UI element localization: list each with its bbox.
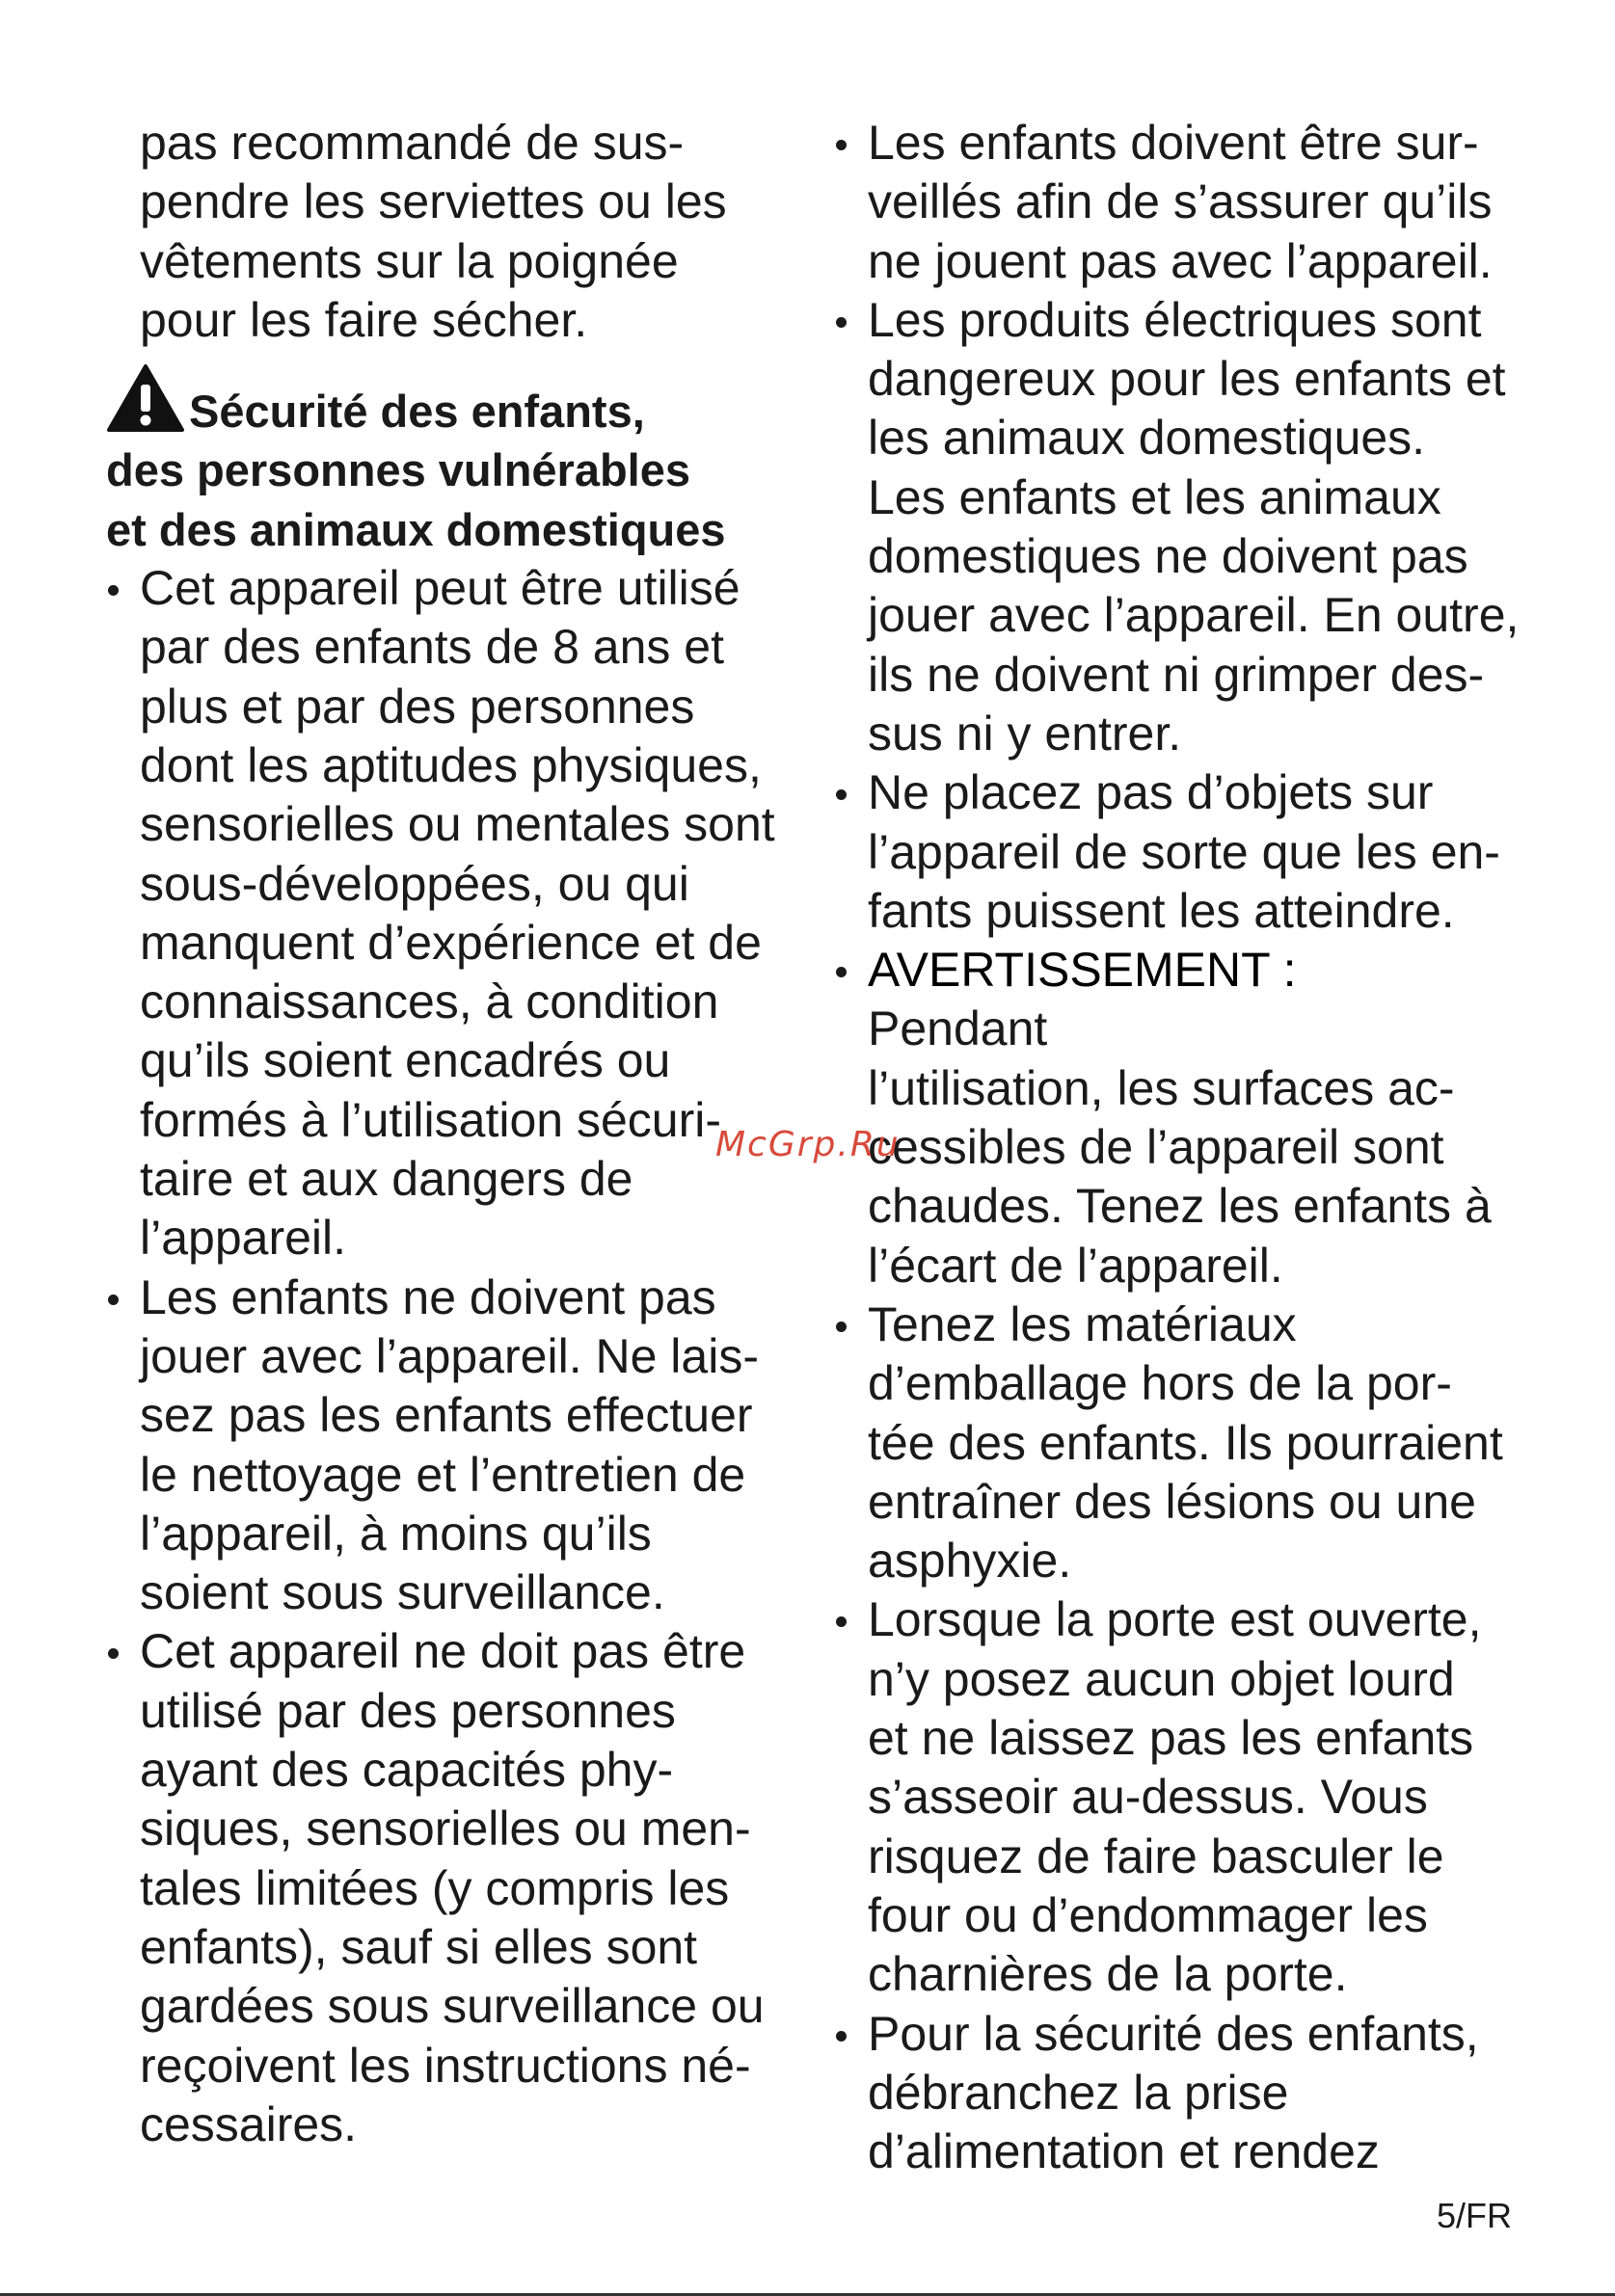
list-item: Les enfants ne doivent pas jouer avec l’appareil. Ne lais- sez pas les enfants effectuer le nettoyage et l’entretien de l’appareil, à moins qu’ils soient sous surveillance.: [106, 1268, 781, 1623]
right-column: [834, 114, 1528, 2181]
list-item: Les enfants doivent être sur- veillés afin de s’assurer qu’ils ne jouent pas avec l’appareil.: [834, 114, 1528, 291]
warning-label: AVERTISSEMENT :: [868, 943, 1297, 998]
heading-text: Sécurité des enfants,: [189, 386, 645, 438]
heading-line-1: [106, 363, 781, 441]
warning-triangle-icon: [106, 363, 185, 433]
warning-line: AVERTISSEMENT : Pendant: [868, 941, 1528, 1059]
page-number: 5/FR: [1436, 2196, 1512, 2235]
text-line: vêtements sur la poignée: [140, 233, 679, 288]
intro-paragraph: [106, 114, 781, 350]
heading-line-2: des personnes vulnérables: [106, 444, 691, 496]
text-line: pas recommandé de sus-: [140, 116, 685, 170]
text-line: pour les faire sécher.: [140, 292, 588, 347]
left-bullet-list: [106, 559, 781, 2154]
list-item: Les produits électriques sont dangereux pour les enfants et les animaux domestiques. Les enfants et les animaux domestiques ne doivent pas jouer avec l’appareil. En outre, ils ne doivent ni grimper des- sus ni y entrer.: [834, 291, 1528, 763]
list-item: Pour la sécurité des enfants, débranchez la prise d’alimentation et rendez: [834, 2005, 1528, 2182]
list-item: Lorsque la porte est ouverte, n’y posez aucun objet lourd et ne laissez pas les enfants s’asseoir au-dessus. Vous risquez de faire basculer le four ou d’endommager les charnières de la porte.: [834, 1590, 1528, 2004]
list-item: Cet appareil ne doit pas être utilisé par des personnes ayant des capacités phy- siques, sensorielles ou men- tales limitées (y compris les enfants), sauf si elles sont gardées sous surveillance ou reçoivent les instructions né- cessaires.: [106, 1622, 781, 2154]
heading-line-3: et des animaux domestiques: [106, 503, 726, 555]
list-item: Cet appareil peut être utilisé par des enfants de 8 ans et plus et par des personnes dont les aptitudes physiques, sensorielles ou mentales sont sous-développées, ou qui manquent d’expérience et de connaissances, à condition qu’ils soient encadrés ou formés à l’utilisation sécuri- taire et aux dangers de l’appareil.: [106, 559, 781, 1268]
list-item: Tenez les matériaux d’emballage hors de la por- tée des enfants. Ils pourraient entraîner des lésions ou une asphyxie.: [834, 1295, 1528, 1590]
left-column: [106, 114, 781, 2154]
list-item: Ne placez pas d’objets sur l’appareil de sorte que les en- fants puissent les atteindre.: [834, 763, 1528, 941]
warning-list-item: AVERTISSEMENT : Pendant l’utilisation, les surfaces ac- cessibles de l’appareil sont chaudes. Tenez les enfants à l’écart de l’appareil.: [834, 941, 1528, 1295]
text-line: pendre les serviettes ou les: [140, 174, 727, 229]
watermark: McGrp.Ru: [715, 1125, 901, 1164]
right-bullet-list: [834, 114, 1528, 2181]
section-heading: [106, 363, 781, 559]
